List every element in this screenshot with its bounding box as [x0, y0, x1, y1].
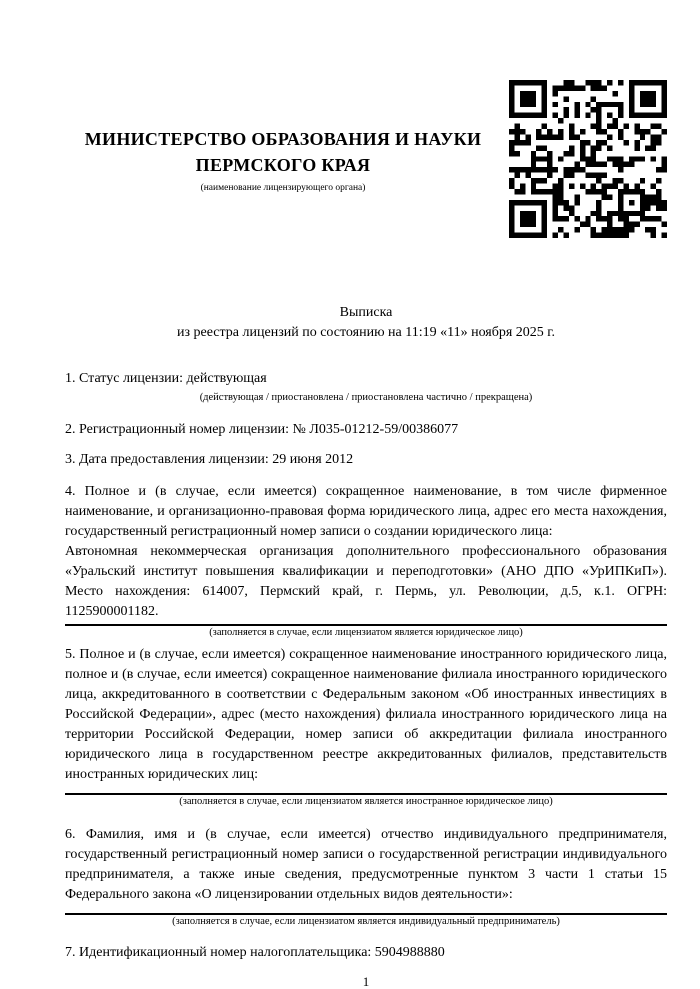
license-grant-date-text: 3. Дата предоставления лицензии: 29 июня 2012	[65, 452, 354, 467]
ministry-name-line2: ПЕРМСКОГО КРАЯ	[195, 155, 371, 175]
extract-date-line: из реестра лицензий по состоянию на 11:19 «11» ноября 2025 г.	[177, 325, 555, 340]
extract-title: Выписка	[339, 305, 393, 320]
foreign-entity-caption: (заполняется в случае, если лицензиатом является иностранное юридическое лицо)	[179, 796, 553, 807]
individual-entrepreneur-item	[65, 825, 667, 929]
legal-entity-value: Автономная некоммерческая организация дополнительного профессионального образования «Уральский институт повышения квалификации и переподготовки» (АНО ДПО «УрИПКиП»). Место нахождения: 614007, Пермский край, г. Пермь, ул. Революции, д.5, к.1. ОГРН: 1125900001182.	[65, 544, 667, 619]
license-status-text: 1. Статус лицензии: действующая	[65, 371, 267, 386]
license-grant-date-item	[65, 450, 667, 470]
foreign-entity-description: 5. Полное и (в случае, если имеется) сокращенное наименование иностранного юридического лица, полное и (в случае, если имеется) сокращенное наименование филиала иностранного юридического лица, аккредитованного в соответствии с Федеральным законом «Об иностранных инвестициях в Российской Федерации», адрес (место нахождения) филиала иностранного юридического лица на территории Российской Федерации, номер записи об аккредитации филиала иностранного юридического лица в государственном реестре аккредитованных филиалов, представительств иностранных юридических лиц:	[65, 647, 667, 782]
licensing-authority-caption: (наименование лицензирующего органа)	[200, 183, 366, 193]
page-number: 1	[362, 974, 370, 989]
extract-heading	[65, 303, 667, 343]
legal-entity-item	[65, 482, 667, 640]
license-status-options-caption: (действующая / приостановлена / приостановлена частично / прекращена)	[199, 392, 533, 403]
legal-entity-description: 4. Полное и (в случае, если имеется) сокращенное наименование, в том числе фирменное наименование, и организационно-правовая форма юридического лица, адрес его места нахождения, государственный регистрационный номер записи о создании юридического лица:	[65, 484, 667, 539]
individual-entrepreneur-description: 6. Фамилия, имя и (в случае, если имеется) отчество индивидуального предпринимателя, государственный регистрационный номер записи о государственной регистрации индивидуального предпринимателя, а также иные сведения, предусмотренные пунктом 3 части 1 статьи 15 Федерального закона «О лицензировании отдельных видов деятельности»:	[65, 827, 667, 902]
qr-code-icon	[509, 80, 667, 238]
individual-entrepreneur-caption: (заполняется в случае, если лицензиатом является индивидуальный предприниматель)	[172, 916, 560, 927]
ministry-name-line1: МИНИСТЕРСТВО ОБРАЗОВАНИЯ И НАУКИ	[84, 129, 482, 149]
legal-entity-caption: (заполняется в случае, если лицензиатом является юридическое лицо)	[209, 627, 523, 638]
licensing-authority-block	[65, 80, 501, 195]
taxpayer-number-item	[65, 943, 667, 963]
license-status-item	[65, 369, 667, 405]
registration-number-text: 2. Регистрационный номер лицензии: № Л035-01212-59/00386077	[65, 422, 459, 437]
registration-number-item	[65, 420, 667, 440]
foreign-entity-item	[65, 645, 667, 809]
document-header	[65, 0, 667, 238]
taxpayer-number-text: 7. Идентификационный номер налогоплательщика: 5904988880	[65, 945, 445, 960]
